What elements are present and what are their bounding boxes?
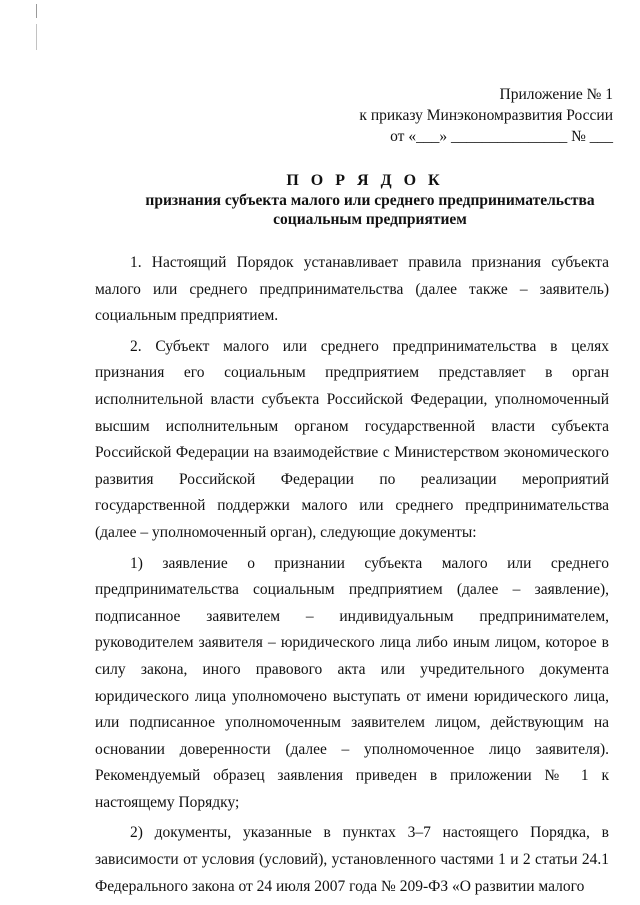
- paragraph-2-item-1: 1) заявление о признании субъекта малого или среднего предпринимательства социальным предприятием (далее – заявление), подписанное заявителем – индивидуальным предпринимателем, руководителем заявителя – юридического лица либо иным лицом, которое в силу закона, иного правового акта или учредительного документа юридического лица уполномочено выступать от имени юридического лица, или подписанное уполномоченным заявителем лицом, действующим на основании доверенности (далее – уполномоченное лицо заявителя). Рекомендуемый образец заявления приведен в приложении № 1 к настоящему Порядку;: [95, 554, 609, 811]
- scan-artifact-mark: [36, 24, 37, 50]
- document-body: [95, 250, 609, 900]
- paragraph-2: 2. Субъект малого или среднего предпринимательства в целях признания его социальным предприятием представляет в орган исполнительной власти субъекта Российской Федерации, уполномоченный высшим исполнительным органом государственной власти субъекта Российской Федерации на взаимодействие с Министерством экономического развития Российской Федерации по реализации мероприятий государственной поддержки малого или среднего предпринимательства (далее – уполномоченный орган), следующие документы:: [95, 337, 609, 541]
- appendix-header: [359, 84, 613, 147]
- appendix-order-date-number: от «___» _______________ № ___: [390, 128, 613, 145]
- subtitle-line: признания субъекта малого или среднего предпринимательства: [145, 192, 595, 209]
- paragraph-1: 1. Настоящий Порядок устанавливает правила признания субъекта малого или среднего предпринимательства (далее также – заявитель) социальным предприятием.: [95, 254, 609, 325]
- scan-artifact-mark: [36, 4, 37, 18]
- appendix-order-reference: к приказу Минэкономразвития России: [359, 107, 613, 124]
- subtitle-line: социальным предприятием: [273, 211, 467, 228]
- document-subtitle: [80, 191, 640, 229]
- paragraph-2-item-2: 2) документы, указанные в пунктах 3–7 настоящего Порядка, в зависимости от условия (условий), установленного частями 1 и 2 статьи 24.1 Федерального закона от 24 июля 2007 года № 209-ФЗ «О развитии малого: [95, 824, 609, 895]
- appendix-number: Приложение № 1: [499, 86, 613, 103]
- document-title: П О Р Я Д О К: [286, 172, 444, 189]
